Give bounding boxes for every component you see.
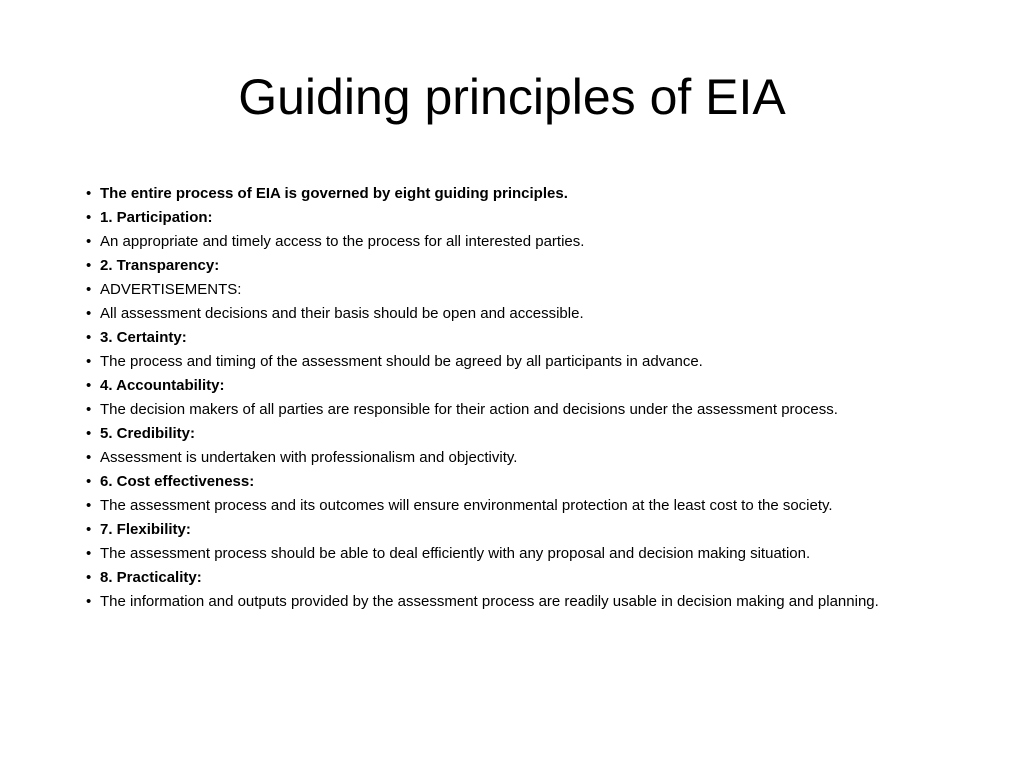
bullet-text: The process and timing of the assessment should be agreed by all participants in advance. bbox=[100, 352, 703, 370]
bullet-dot-icon: • bbox=[86, 352, 92, 370]
bullet-dot-icon: • bbox=[86, 280, 92, 298]
bullet-list bbox=[86, 181, 986, 613]
bullet-text: The information and outputs provided by the assessment process are readily usable in decision making and planning. bbox=[100, 592, 879, 610]
bullet-text: The assessment process should be able to deal efficiently with any proposal and decision making situation. bbox=[100, 544, 811, 562]
bullet-item bbox=[86, 565, 986, 589]
bullet-text: All assessment decisions and their basis should be open and accessible. bbox=[100, 304, 584, 322]
bullet-text: 8. Practicality: bbox=[100, 568, 202, 586]
bullet-text: ADVERTISEMENTS: bbox=[100, 280, 242, 298]
bullet-item bbox=[86, 517, 986, 541]
bullet-text: The entire process of EIA is governed by eight guiding principles. bbox=[100, 184, 568, 202]
bullet-dot-icon: • bbox=[86, 328, 92, 346]
bullet-item bbox=[86, 277, 986, 301]
bullet-dot-icon: • bbox=[86, 472, 92, 490]
bullet-text: 7. Flexibility: bbox=[100, 520, 191, 538]
bullet-item bbox=[86, 373, 986, 397]
bullet-dot-icon: • bbox=[86, 568, 92, 586]
bullet-text: 6. Cost effectiveness: bbox=[100, 472, 255, 490]
bullet-item bbox=[86, 493, 986, 517]
bullet-dot-icon: • bbox=[86, 208, 92, 226]
bullet-text: 2. Transparency: bbox=[100, 256, 220, 274]
bullet-dot-icon: • bbox=[86, 448, 92, 466]
bullet-item bbox=[86, 301, 986, 325]
bullet-item bbox=[86, 229, 986, 253]
bullet-item bbox=[86, 445, 986, 469]
slide-title: Guiding principles of EIA bbox=[238, 69, 786, 125]
bullet-text: The assessment process and its outcomes will ensure environmental protection at the least cost to the society. bbox=[100, 496, 833, 514]
bullet-item bbox=[86, 349, 986, 373]
bullet-dot-icon: • bbox=[86, 496, 92, 514]
bullet-text: 4. Accountability: bbox=[100, 376, 225, 394]
bullet-dot-icon: • bbox=[86, 424, 92, 442]
bullet-dot-icon: • bbox=[86, 304, 92, 322]
bullet-text: 3. Certainty: bbox=[100, 328, 187, 346]
bullet-dot-icon: • bbox=[86, 256, 92, 274]
bullet-item bbox=[86, 469, 986, 493]
bullet-item bbox=[86, 541, 986, 565]
bullet-dot-icon: • bbox=[86, 544, 92, 562]
bullet-dot-icon: • bbox=[86, 592, 92, 610]
bullet-item bbox=[86, 205, 986, 229]
bullet-dot-icon: • bbox=[86, 520, 92, 538]
bullet-text: The decision makers of all parties are responsible for their action and decisions under the assessment process. bbox=[100, 400, 838, 418]
bullet-item bbox=[86, 325, 986, 349]
bullet-text: An appropriate and timely access to the process for all interested parties. bbox=[100, 232, 585, 250]
bullet-dot-icon: • bbox=[86, 232, 92, 250]
bullet-item bbox=[86, 397, 986, 421]
bullet-item bbox=[86, 421, 986, 445]
bullet-text: Assessment is undertaken with professionalism and objectivity. bbox=[100, 448, 518, 466]
bullet-text: 5. Credibility: bbox=[100, 424, 196, 442]
bullet-item bbox=[86, 589, 986, 613]
bullet-dot-icon: • bbox=[86, 376, 92, 394]
bullet-dot-icon: • bbox=[86, 184, 92, 202]
bullet-item bbox=[86, 181, 986, 205]
bullet-text: 1. Participation: bbox=[100, 208, 213, 226]
bullet-dot-icon: • bbox=[86, 400, 92, 418]
bullet-item bbox=[86, 253, 986, 277]
